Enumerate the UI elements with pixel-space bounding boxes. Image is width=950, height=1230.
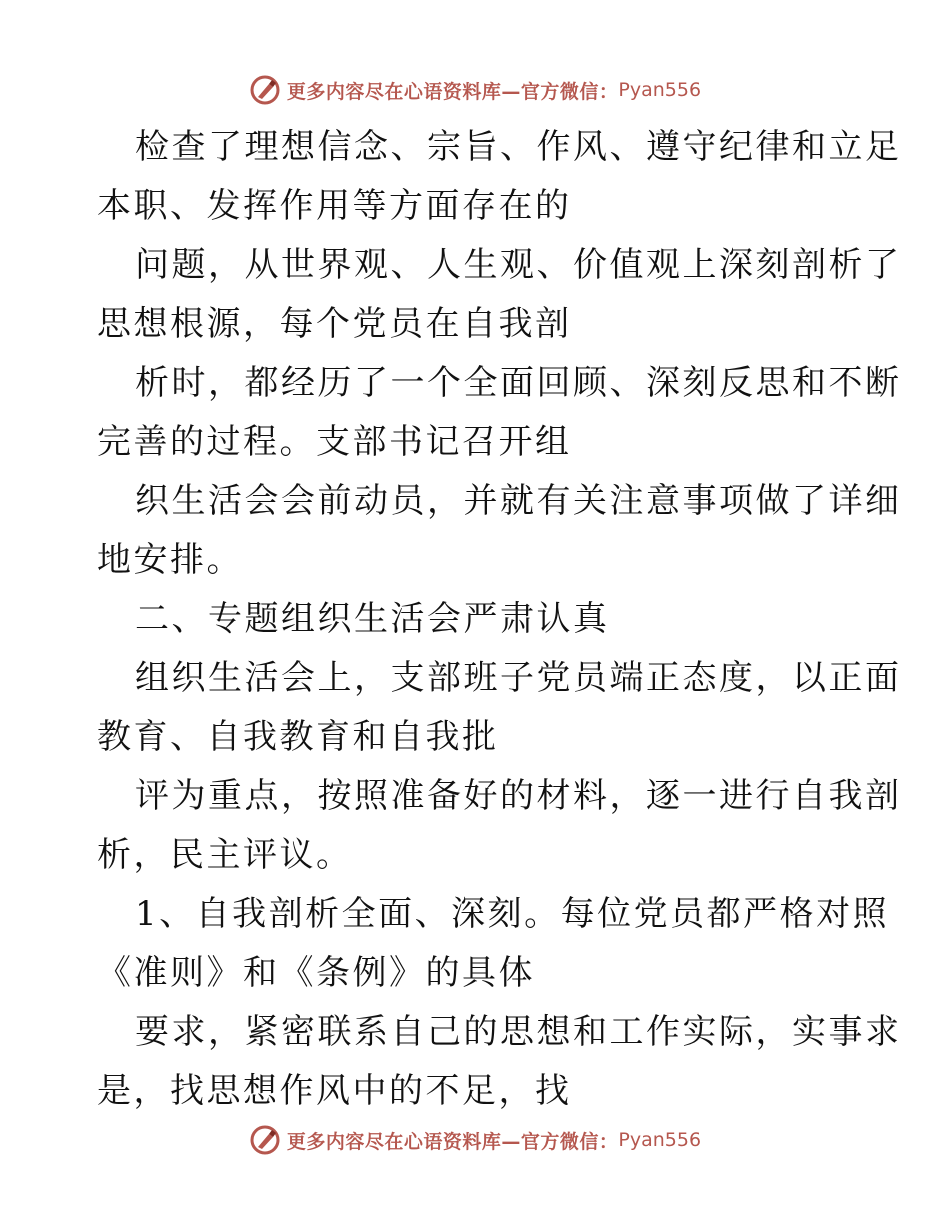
- body-line: 完善的过程。支部书记召开组: [97, 422, 572, 462]
- body-line: 检查了理想信念、宗旨、作风、遵守纪律和立足: [135, 127, 902, 167]
- footer-banner: [0, 1120, 950, 1160]
- body-line: 地安排。: [97, 540, 243, 580]
- header-banner: [0, 70, 950, 110]
- body-line: 组织生活会上，支部班子党员端正态度，以正面: [135, 658, 902, 698]
- header-wechat-id: Pyan556: [618, 79, 702, 101]
- body-line: 问题，从世界观、人生观、价值观上深刻剖析了: [135, 245, 902, 285]
- body-line: 二、专题组织生活会严肃认真: [135, 599, 610, 639]
- body-line: 要求，紧密联系自己的思想和工作实际，实事求: [135, 1012, 902, 1052]
- body-line: 1、自我剖析全面、深刻。每位党员都严格对照: [135, 894, 890, 934]
- body-line: 本职、发挥作用等方面存在的: [97, 186, 572, 226]
- footer-wechat-id: Pyan556: [618, 1129, 702, 1151]
- logo-icon: [249, 74, 281, 106]
- body-line: 评为重点，按照准备好的材料，逐一进行自我剖: [135, 776, 902, 816]
- document-body: [97, 118, 902, 1121]
- footer-banner-text: 更多内容尽在心语资料库—官方微信：: [286, 1130, 619, 1153]
- header-banner-text: 更多内容尽在心语资料库—官方微信：: [286, 80, 619, 103]
- body-line: 析，民主评议。: [97, 835, 353, 875]
- body-line: 教育、自我教育和自我批: [97, 717, 499, 757]
- body-line: 《准则》和《条例》的具体: [97, 953, 535, 993]
- body-line: 织生活会会前动员，并就有关注意事项做了详细: [135, 481, 902, 521]
- body-line: 思想根源，每个党员在自我剖: [97, 304, 572, 344]
- body-line: 析时，都经历了一个全面回顾、深刻反思和不断: [135, 363, 902, 403]
- body-line: 是，找思想作风中的不足，找: [97, 1071, 572, 1111]
- logo-icon: [249, 1124, 281, 1156]
